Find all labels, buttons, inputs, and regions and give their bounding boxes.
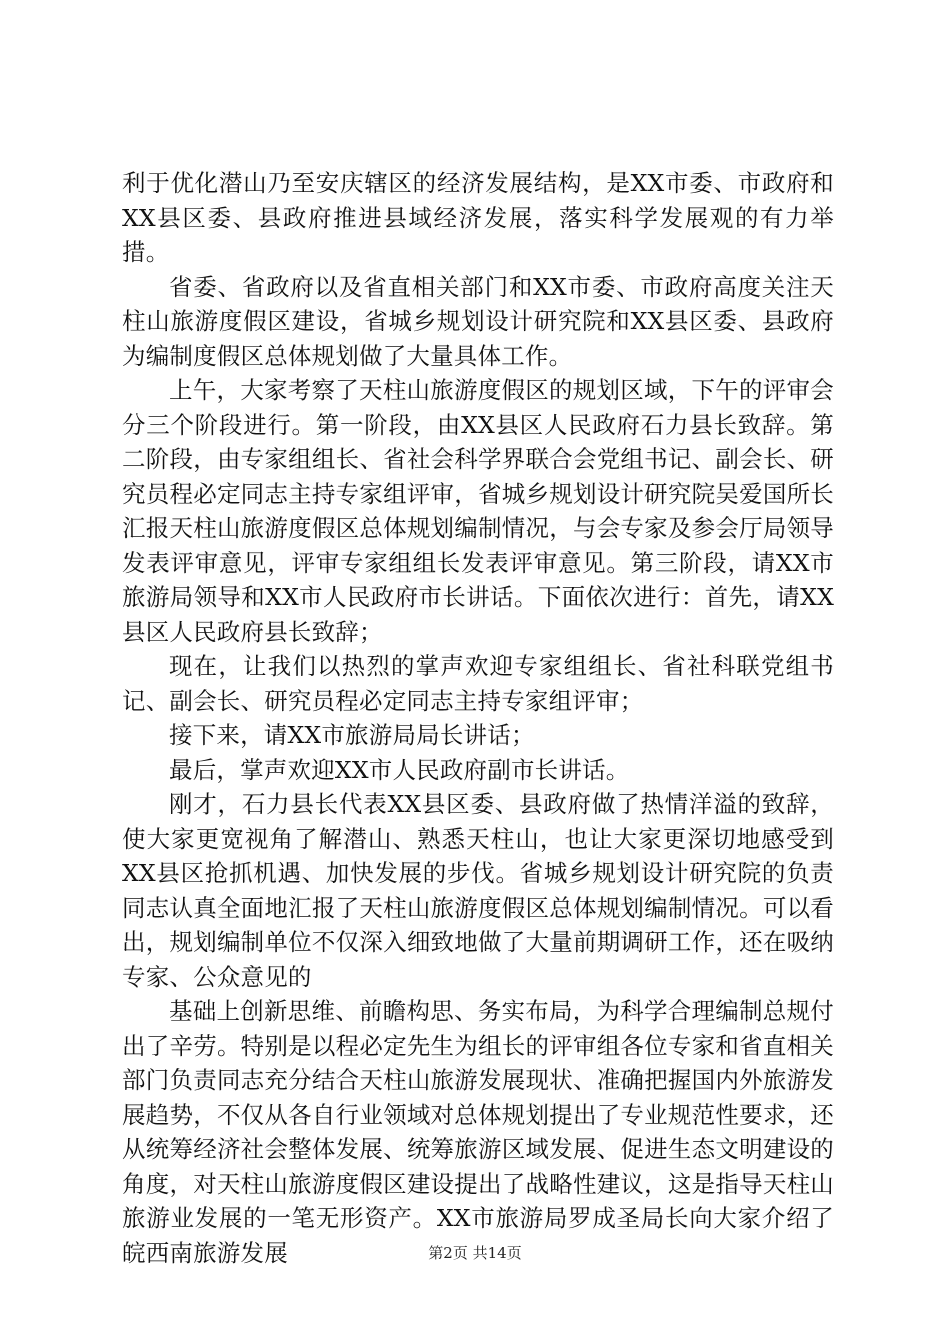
paragraph-7: 刚才，石力县长代表XX县区委、县政府做了热情洋溢的致辞，使大家更宽视角了解潜山、熟悉天柱山，也让大家更深切地感受到XX县区抢抓机遇、加快发展的步伐。省城乡规划设计研究院的负责同志认真全面地汇报了天柱山旅游度假区总体规划编制情况。可以看出，规划编制单位不仅深入细致地做了大量前期调研工作，还在吸纳专家、公众意见的 — [122, 790, 834, 991]
paragraph-6: 最后，掌声欢迎XX市人民政府副市长讲话。 — [169, 755, 630, 784]
page-number-footer: 第2页 共14页 — [428, 1244, 522, 1262]
document-body — [122, 166, 834, 1270]
paragraph-3: 上午，大家考察了天柱山旅游度假区的规划区域，下午的评审会分三个阶段进行。第一阶段，由XX县区人民政府石力县长致辞。第二阶段，由专家组组长、省社会科学界联合会党组书记、副会长、研究员程必定同志主持专家组评审，省城乡规划设计研究院吴爱国所长汇报天柱山旅游度假区总体规划编制情况，与会专家及参会厅局领导发表评审意见，评审专家组组长发表评审意见。第三阶段，请XX市旅游局领导和XX市人民政府市长讲话。下面依次进行：首先，请XX县区人民政府县长致辞； — [122, 376, 834, 646]
paragraph-2: 省委、省政府以及省直相关部门和XX市委、市政府高度关注天柱山旅游度假区建设，省城乡规划设计研究院和XX县区委、县政府为编制度假区总体规划做了大量具体工作。 — [122, 272, 834, 370]
paragraph-1: 利于优化潜山乃至安庆辖区的经济发展结构，是XX市委、市政府和XX县区委、县政府推进县域经济发展，落实科学发展观的有力举措。 — [122, 169, 834, 266]
paragraph-4: 现在，让我们以热烈的掌声欢迎专家组组长、省社科联党组书记、副会长、研究员程必定同志主持专家组评审； — [122, 652, 834, 715]
paragraph-5: 接下来，请XX市旅游局局长讲话； — [169, 721, 535, 749]
paragraph-8: 基础上创新思维、前瞻构思、务实布局，为科学合理编制总规付出了辛劳。特别是以程必定先生为组长的评审组各位专家和省直相关部门负责同志充分结合天柱山旅游发展现状、准确把握国内外旅游发展趋势，不仅从各自行业领域对总体规划提出了专业规范性要求，还从统筹经济社会整体发展、统筹旅游区域发展、促进生态文明建设的角度，对天柱山旅游度假区建设提出了战略性建议，这是指导天柱山旅游业发展的一笔无形资产。XX市旅游局罗成圣局长向大家介绍了皖西南旅游发展 — [122, 997, 834, 1267]
